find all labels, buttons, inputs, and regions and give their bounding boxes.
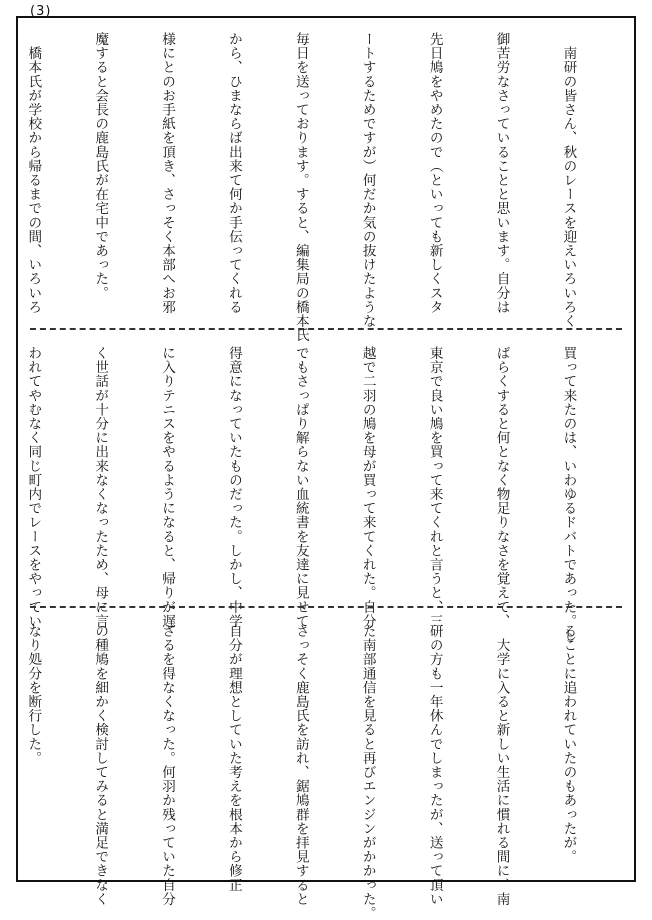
- section-divider: [30, 606, 622, 608]
- text-line: われてやむなく同じ町内でレースをやってい: [25, 346, 42, 628]
- vertical-text-block: [25, 346, 624, 643]
- text-line: 様にとのお手紙を頂き、さっそく本部へお邪: [159, 32, 176, 314]
- text-line: 買って来たのは、いわゆるドバトであった。し: [560, 346, 577, 643]
- text-line: 御苦労なさっていることと思います。自分は: [493, 32, 510, 314]
- text-line: 大学に入ると新しい生活に慣れる間に、南: [493, 624, 510, 906]
- text-line: 越で二羽の鳩を母が買って来てくれた。自分: [359, 346, 376, 628]
- text-line: ートするためですが）何だか気の抜けたような: [359, 32, 376, 329]
- text-line: 東京で良い鳩を買って来てくれと言うと、三: [426, 346, 443, 628]
- text-line: 毎日を送っております。すると、編集局の橋本氏: [292, 32, 309, 343]
- section-divider: [30, 328, 622, 330]
- article-section-2: [18, 338, 634, 643]
- text-line: 先日鳩をやめたので（といっても新しくスタ: [426, 32, 443, 314]
- text-line: く世話が十分に出来なくなったため、母に言: [92, 346, 109, 628]
- article-section-3: [18, 616, 634, 920]
- text-line: の種鳩を細かく検討してみると満足できなく: [92, 624, 109, 906]
- text-line: でもさっぱり解らない血統書を友達に見せて: [292, 346, 309, 628]
- text-line: 橋本氏が学校から帰るまでの間、いろいろ: [25, 32, 42, 314]
- text-line: ざるを得なくなった。何羽か残っていた自分: [159, 624, 176, 906]
- text-line: た南部通信を見ると再びエンジンがかかった。: [359, 624, 376, 920]
- text-line: 研の方も一年休んでしまったが、送って頂い: [426, 624, 443, 906]
- page-number: (3): [30, 4, 52, 19]
- text-line: なり処分を断行した。: [25, 624, 42, 765]
- article-frame: [16, 16, 636, 920]
- text-line: 南研の皆さん、秋のレースを迎えいろいろく: [560, 32, 577, 329]
- article-section-1: [18, 24, 634, 343]
- text-line: ばらくすると何となく物足りなさを覚えて、: [493, 346, 510, 628]
- vertical-text-block: [25, 32, 624, 343]
- text-line: から、ひまならば出来て何か手伝ってくれる: [225, 32, 242, 314]
- text-line: ることに追われていたのもあったが。: [560, 624, 577, 864]
- text-line: さっそく鹿島氏を訪れ、鋸鳩群を拝見すると: [292, 624, 309, 906]
- text-line: 魔すると会長の鹿島氏が在宅中であった。: [92, 32, 109, 300]
- vertical-text-block: [25, 624, 624, 920]
- text-line: 得意になっていたものだった。しかし、中学: [225, 346, 242, 628]
- text-line: に入りテニスをやるようになると、帰りが遅: [159, 346, 176, 628]
- text-line: 自分が理想としていた考えを根本から修正: [225, 624, 242, 892]
